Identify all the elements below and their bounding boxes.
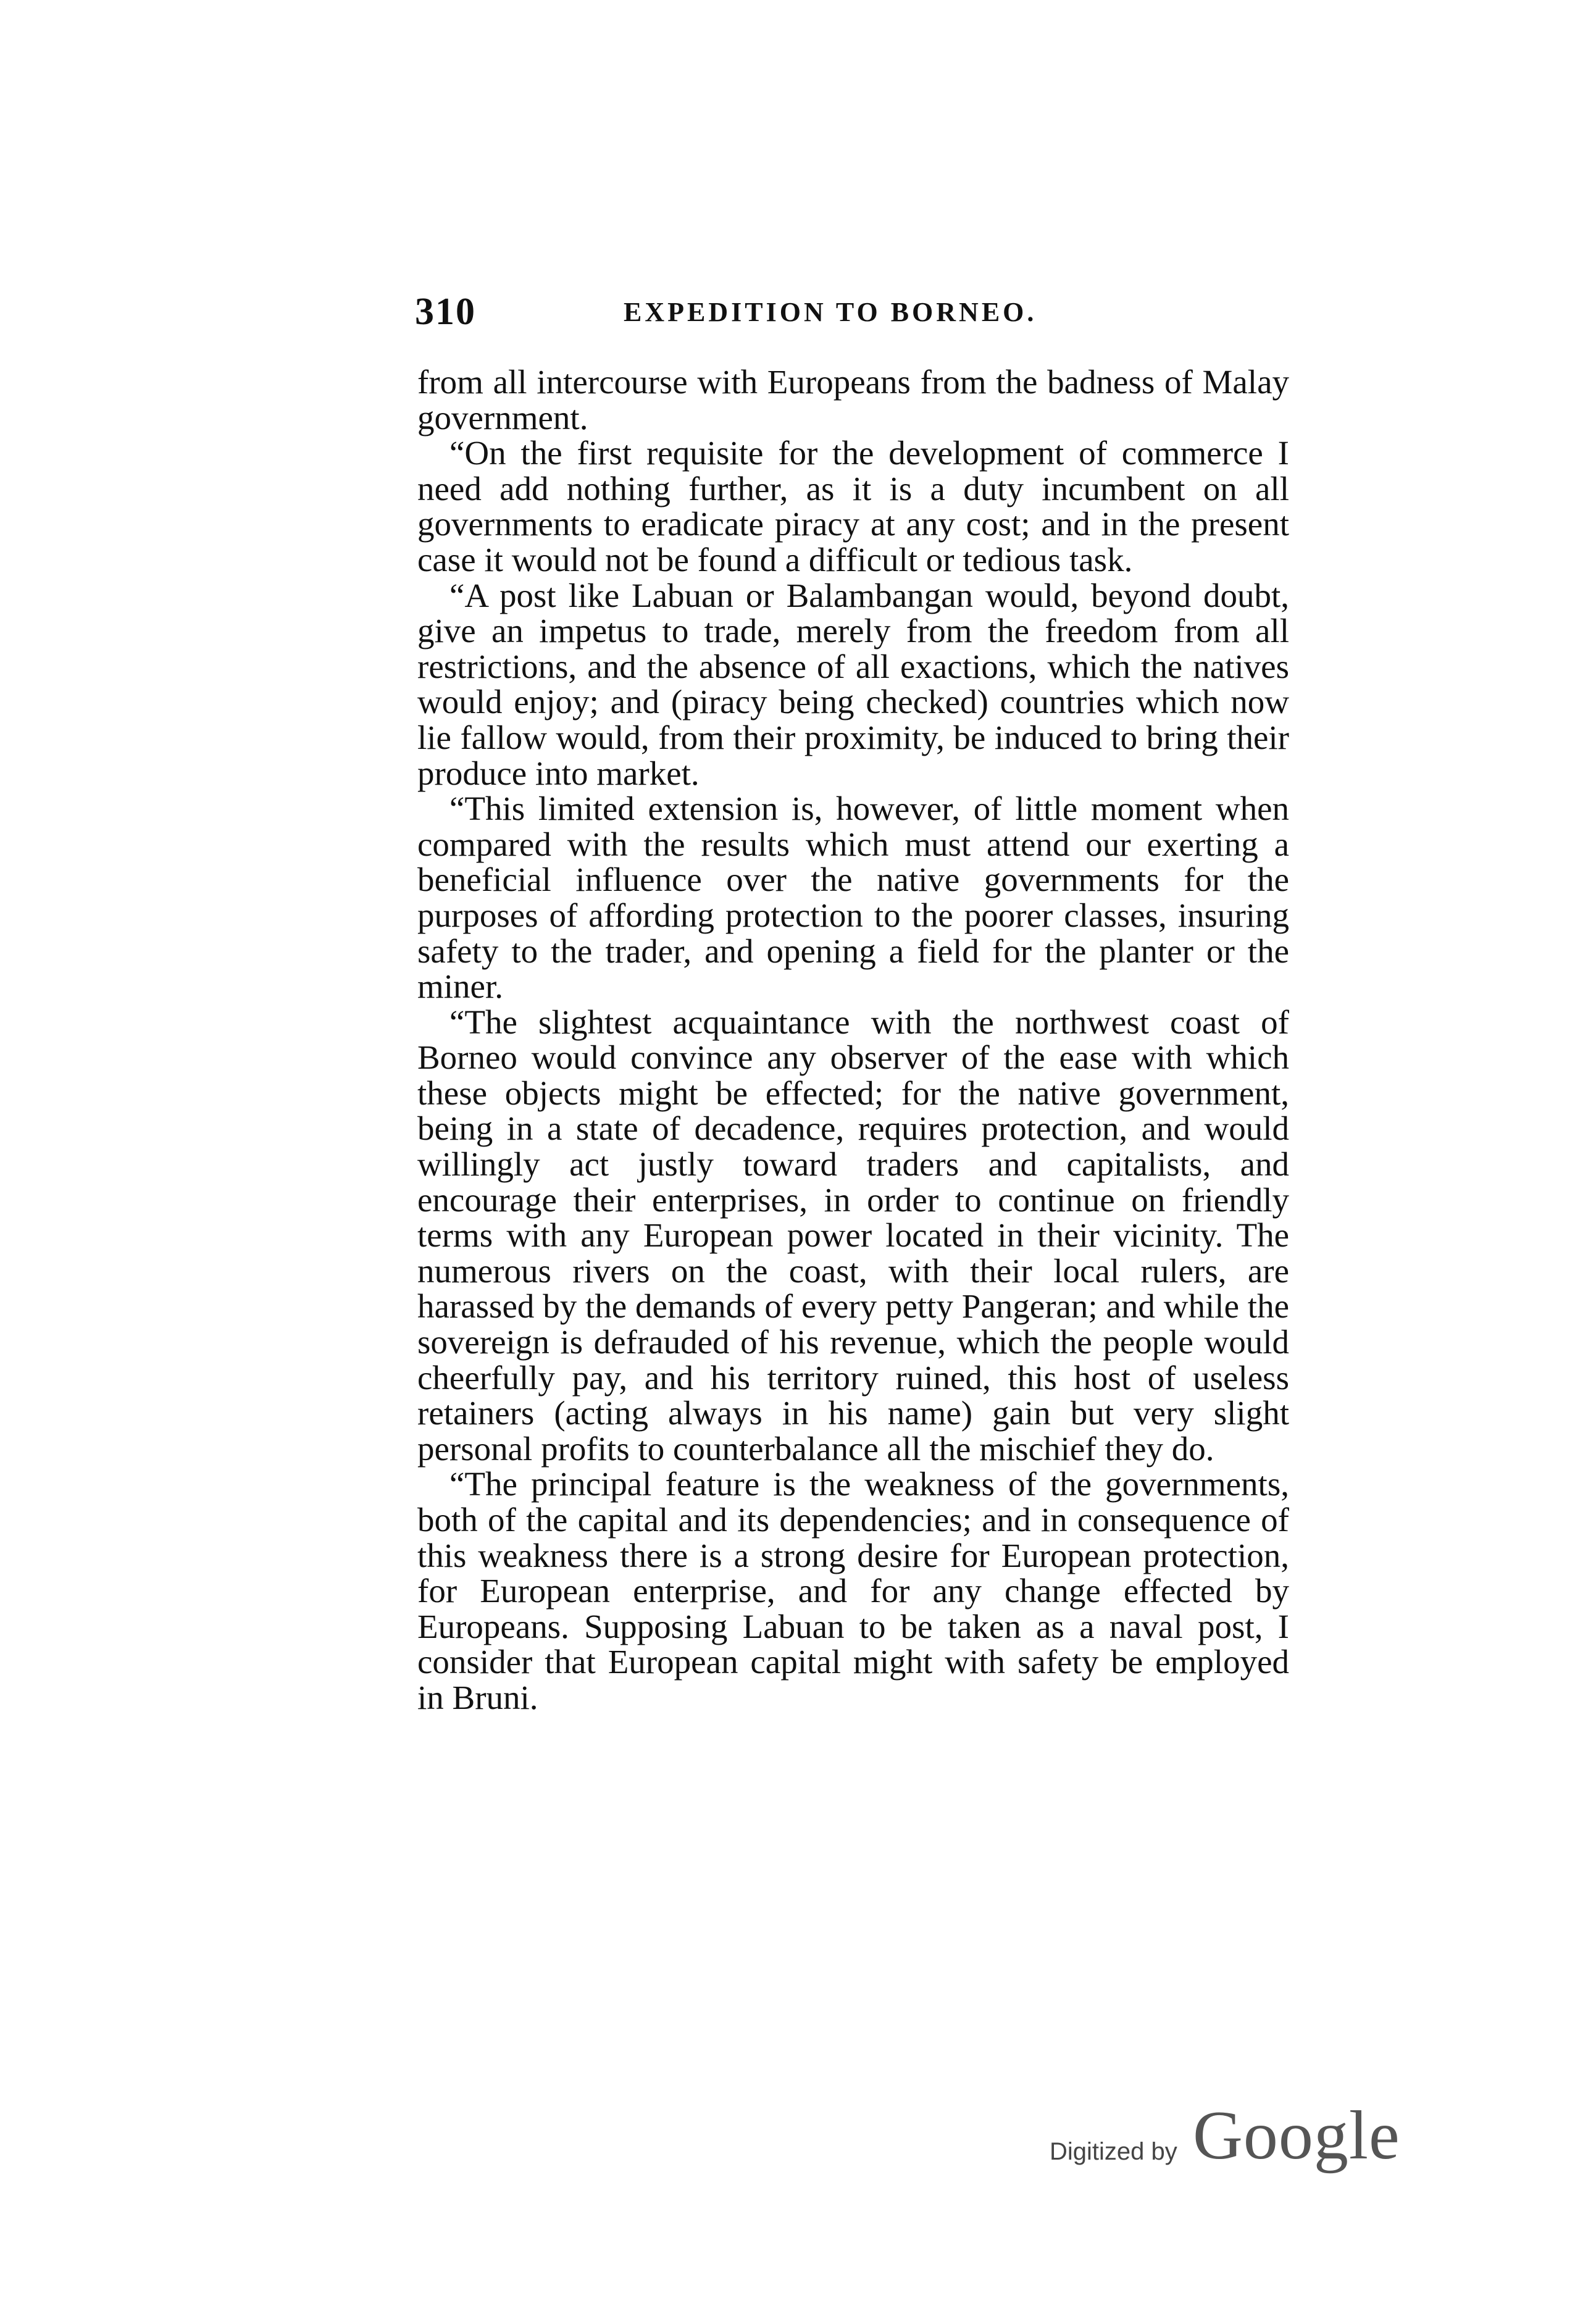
paragraph: “The slightest acquaintance with the northwest coast of Borneo would convince any observer of the ease with which these objects might be effected; for the native government, being in a state of decadence, requires protection, and would willingly act justly toward traders and capitalists, and encourage their enterprises, in order to continue on friendly terms with any European power located in their vicinity. The numerous rivers on the coast, with their local rulers, are harassed by the demands of every petty Pangeran; and while the sovereign is defrauded of his revenue, which the people would cheerfully pay, and his territory ruined, this host of useless retainers (acting always in his name) gain but very slight personal profits to counterbalance all the mischief they do. xyxy=(417,1003,1289,1468)
paragraph: from all intercourse with Europeans from the badness of Malay government. xyxy=(417,363,1289,436)
page-number: 310 xyxy=(415,291,476,333)
digitized-by-label: Digitized by xyxy=(1050,2138,1177,2165)
paragraph: “On the first requisite for the development of commerce I need add nothing further, as it is a duty incumbent on all governments to eradicate piracy at any cost; and in the present case it would not be found a difficult or tedious task. xyxy=(417,434,1289,578)
paragraph: “A post like Labuan or Balambangan would, beyond doubt, give an impetus to trade, merely from the freedom from all restrictions, and the absence of all exactions, which the natives would enjoy; and (piracy being checked) countries which now lie fallow would, from their proximity, be induced to bring their produce into market. xyxy=(417,576,1289,792)
paragraph: “The principal feature is the weakness of the governments, both of the capital and its dependencies; and in consequence of this weakness there is a strong desire for European protection, for European enterprise, and for any change effected by Europeans. Supposing Labuan to be taken as a naval post, I consider that European capital might with safety be employed in Bruni. xyxy=(417,1465,1289,1716)
google-logo: Google xyxy=(1193,2097,1400,2174)
running-title: EXPEDITION TO BORNEO. xyxy=(624,297,1037,327)
digitization-watermark xyxy=(1050,2096,1400,2182)
body-text xyxy=(417,364,1289,1716)
running-head xyxy=(415,290,1285,333)
paragraph: “This limited extension is, however, of little moment when compared with the results which must attend our exerting a beneficial influence over the native governments for the purposes of affording protection to the poorer classes, insuring safety to the trader, and opening a field for the planter or the miner. xyxy=(417,790,1289,1006)
